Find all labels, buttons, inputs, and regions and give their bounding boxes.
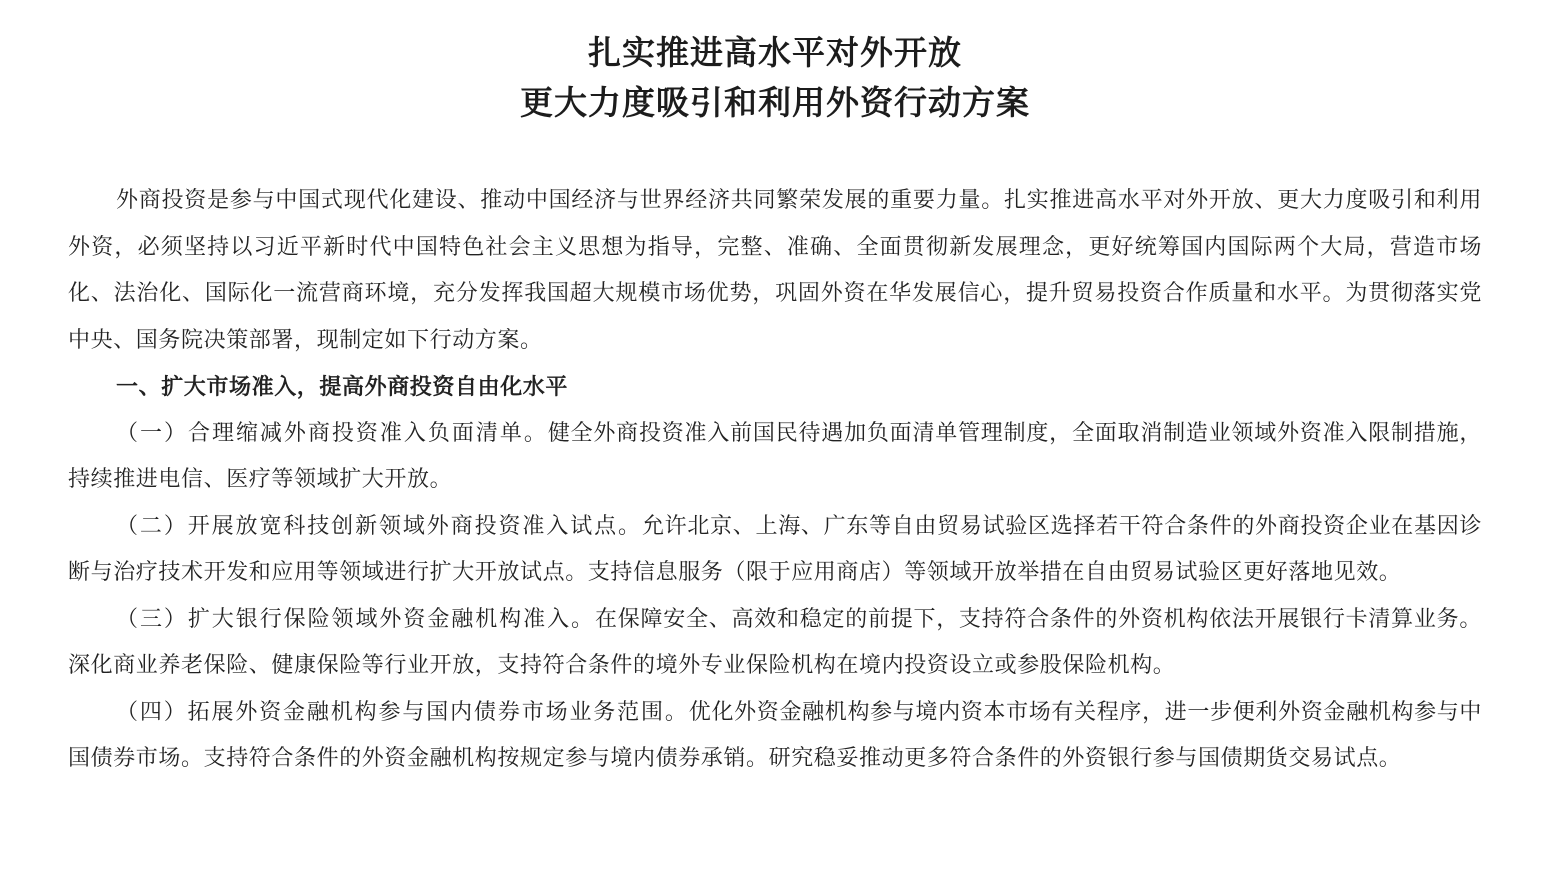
item-lead-2: （二）开展放宽科技创新领域外商投资准入试点。: [116, 513, 642, 539]
document-title: [68, 28, 1482, 128]
intro-paragraph: 外商投资是参与中国式现代化建设、推动中国经济与世界经济共同繁荣发展的重要力量。扎实推进高水平对外开放、更大力度吸引和利用外资，必须坚持以习近平新时代中国特色社会主义思想为指导，完整、准确、全面贯彻新发展理念，更好统筹国内国际两个大局，营造市场化、法治化、国际化一流营商环境，充分发挥我国超大规模市场优势，巩固外资在华发展信心，提升贸易投资合作质量和水平。为贯彻落实党中央、国务院决策部署，现制定如下行动方案。: [68, 188, 1482, 353]
section-heading: 一、扩大市场准入，提高外商投资自由化水平: [116, 374, 569, 400]
item-lead-1: （一）合理缩减外商投资准入负面清单。: [116, 420, 548, 446]
item-body-2: 允许北京、上海、广东等自由贸易试验区选择若干符合条件的外商投资企业在基因诊断与治疗技术开发和应用等领域进行扩大开放试点。支持信息服务（限于应用商店）等领域开放举措在自由贸易试验区更好落地见效。: [68, 513, 1482, 585]
item-paragraph-2: [68, 504, 1482, 597]
item-body-3: 在保障安全、高效和稳定的前提下，支持符合条件的外资机构依法开展银行卡清算业务。深化商业养老保险、健康保险等行业开放，支持符合条件的境外专业保险机构在境内投资设立或参股保险机构。: [68, 606, 1482, 678]
item-paragraph-3: [68, 597, 1482, 690]
title-line-1: 扎实推进高水平对外开放: [588, 33, 962, 72]
item-paragraph-4: [68, 690, 1482, 783]
item-lead-3: （三）扩大银行保险领域外资金融机构准入。: [116, 606, 595, 632]
item-body-1: 健全外商投资准入前国民待遇加负面清单管理制度，全面取消制造业领域外资准入限制措施，持续推进电信、医疗等领域扩大开放。: [68, 420, 1482, 492]
title-line-2: 更大力度吸引和利用外资行动方案: [520, 83, 1030, 122]
item-body-4: 优化外资金融机构参与境内资本市场有关程序，进一步便利外资金融机构参与中国债券市场。支持符合条件的外资金融机构按规定参与境内债券承销。研究稳妥推动更多符合条件的外资银行参与国债期货交易试点。: [68, 699, 1483, 771]
item-paragraph-1: [68, 411, 1482, 504]
document-body: [68, 178, 1482, 783]
item-lead-4: （四）拓展外资金融机构参与国内债券市场业务范围。: [116, 699, 689, 725]
